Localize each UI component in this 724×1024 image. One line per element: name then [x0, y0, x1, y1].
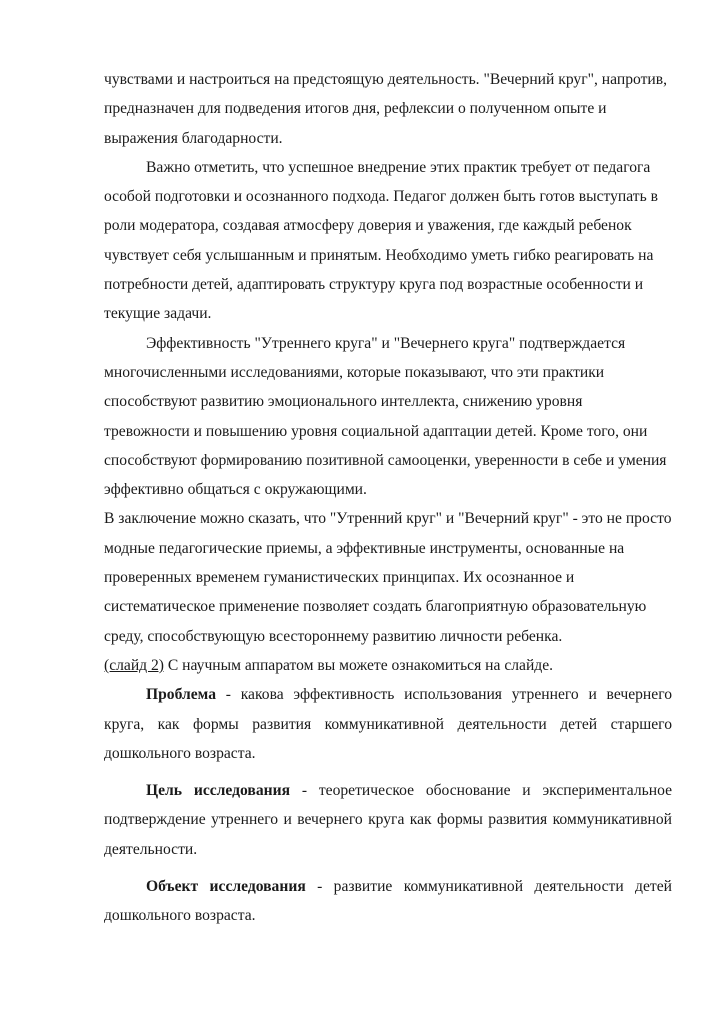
- document-body: [104, 65, 672, 931]
- slide-reference-link[interactable]: (слайд 2): [104, 656, 164, 674]
- object-label: Объект исследования: [146, 878, 306, 896]
- paragraph-effectiveness: Эффективность "Утреннего круга" и "Вечернего круга" подтверждается многочисленными исследованиями, которые показывают, что эти практики способствуют развитию эмоционального интеллекта, снижению уровня тревожности и повышению уровня социальной адаптации детей. Кроме того, они способствуют формированию позитивной самооценки, уверенности в себе и умения эффективно общаться с окружающими.: [104, 334, 667, 499]
- paragraph-object: [104, 872, 672, 931]
- paragraph-conclusion: В заключение можно сказать, что "Утренний круг" и "Вечерний круг" - это не просто модные педагогические приемы, а эффективные инструменты, основанные на проверенных временем гуманистических принципах. Их осознанное и систематическое применение позволяет создать благоприятную образовательную среду, способствующую всестороннему развитию личности ребенка.: [104, 510, 672, 645]
- problem-text: - какова эффективность использования утреннего и вечернего круга, как формы развития коммуникативной деятельности детей старшего дошкольного возраста.: [104, 686, 672, 762]
- paragraph-intro-continuation: чувствами и настроиться на предстоящую деятельность. "Вечерний круг", напротив, предназначен для подведения итогов дня, рефлексии о полученном опыте и выражения благодарности.: [104, 71, 668, 147]
- paragraph-teacher-preparation: Важно отметить, что успешное внедрение этих практик требует от педагога особой подготовки и осознанного подхода. Педагог должен быть готов выступать в роли модератора, создавая атмосферу доверия и уважения, где каждый ребенок чувствует себя услышанным и принятым. Необходимо уметь гибко реагировать на потребности детей, адаптировать структуру круга под возрастные особенности и текущие задачи.: [104, 158, 658, 323]
- paragraph-problem: [104, 680, 672, 768]
- paragraph-slide-reference: [104, 651, 672, 680]
- slide-reference-text: С научным аппаратом вы можете ознакомиться на слайде.: [163, 656, 554, 674]
- goal-text: - теоретическое обоснование и экспериментальное подтверждение утреннего и вечернего круга как формы развития коммуникативной деятельности.: [104, 782, 672, 858]
- object-text: - развитие коммуникативной деятельности детей дошкольного возраста.: [104, 878, 672, 925]
- goal-label: Цель исследования: [146, 782, 291, 800]
- problem-label: Проблема: [146, 686, 216, 704]
- paragraph-goal: [104, 776, 672, 864]
